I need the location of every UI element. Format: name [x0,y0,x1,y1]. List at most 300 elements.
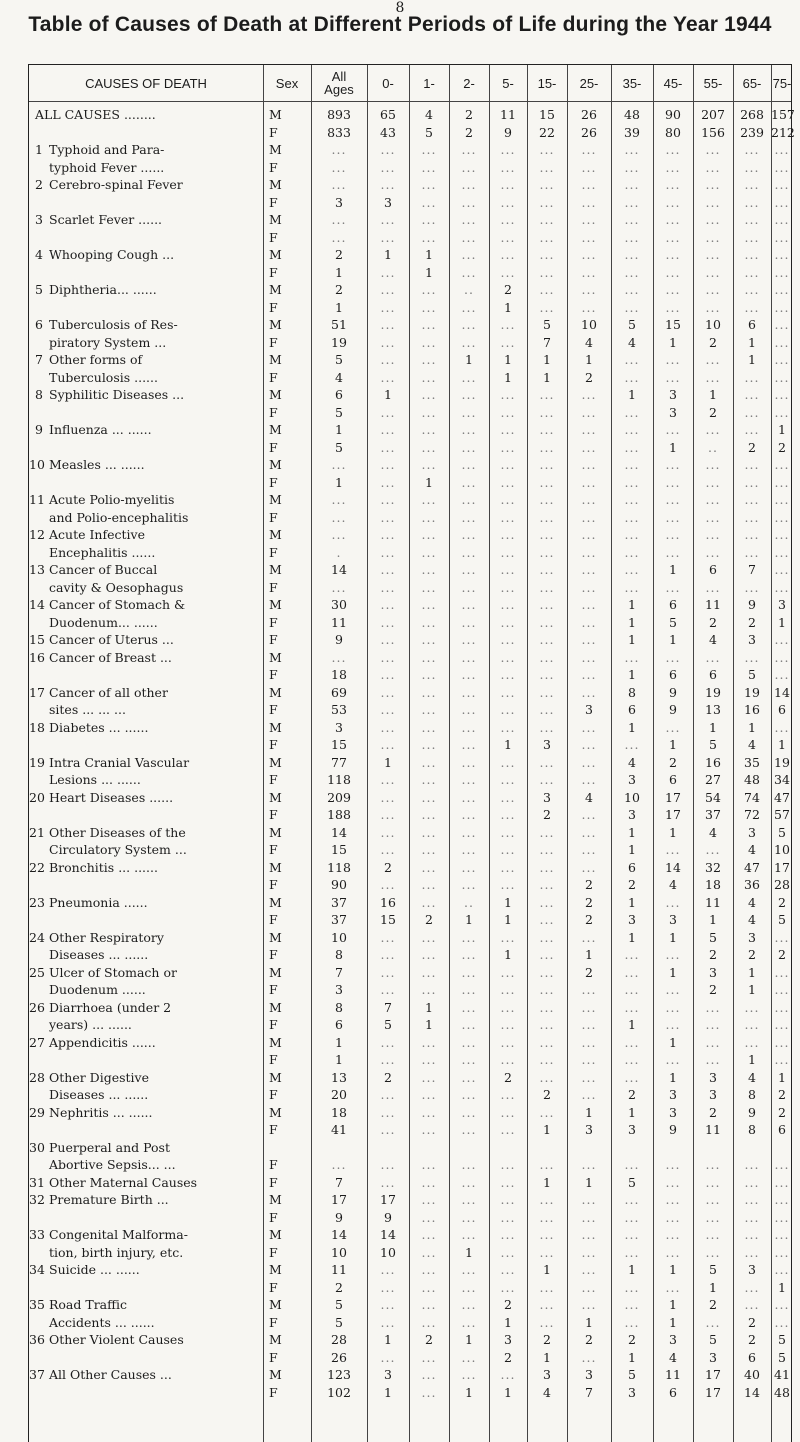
age-cell: ... [380,212,396,227]
age-cell: 9 [669,1122,677,1137]
age-cell: 5 [669,614,677,630]
age-cell: ... [744,509,760,525]
sex-cell: F [269,772,278,787]
age-cell: ... [461,1104,477,1120]
cause-label: Abortive Sepsis... ... [49,1157,176,1172]
table-row [29,1105,793,1121]
age-cell: ... [539,1034,555,1050]
age-cell: 5 [335,1314,343,1330]
age-cell: ... [744,142,760,157]
age-cell: ... [665,1052,681,1067]
table-row [29,317,793,333]
age-cell: ... [539,527,555,542]
age-cell: ... [774,1192,790,1207]
age-cell: ... [744,1279,760,1295]
cause-label: Other forms of [49,352,143,367]
age-cell: ... [774,527,790,542]
age-cell: ... [331,579,347,595]
age-cell: ... [744,544,760,560]
column-rule [311,65,312,1442]
age-cell: 5 [748,667,756,682]
table-row [29,475,793,491]
age-cell: 6 [335,1017,343,1032]
cause-label: Diabetes ... ...... [49,719,149,735]
age-cell: 10 [624,789,640,805]
age-cell: ... [744,1034,760,1050]
age-cell: ... [500,404,516,420]
age-cell: ... [380,684,396,700]
age-cell: ... [744,1157,760,1172]
age-cell: ... [774,194,790,210]
age-cell: 118 [327,859,351,875]
age-cell: 2 [585,912,593,927]
age-cell: ... [539,702,555,717]
age-cell: ... [581,597,597,612]
table-row [29,1035,793,1051]
age-cell: 1 [465,352,473,367]
cause-cell [29,177,263,193]
age-cell: 2 [335,282,343,297]
column-rule [771,65,772,1442]
age-cell: ... [581,562,597,577]
table-row [29,912,793,928]
age-cell: ... [461,1227,477,1242]
age-cell: ... [624,527,640,542]
age-cell: ... [461,1349,477,1365]
age-cell: ... [705,1174,721,1190]
age-cell: 8 [335,999,343,1015]
cause-label: years) ... ...... [49,1017,132,1032]
age-cell: ... [774,457,790,472]
age-cell: 9 [504,124,512,140]
table-row [29,352,793,368]
age-cell: ... [461,194,477,210]
sex-cell: F [269,1087,278,1102]
age-cell: ... [539,562,555,577]
sex-cell: M [269,684,282,700]
cause-number: 1 [35,142,43,157]
cause-label: All Other Causes ... [49,1367,172,1382]
age-cell: ... [705,492,721,507]
age-cell: 48 [774,1384,790,1400]
table-row [29,580,793,596]
table-row [29,1157,793,1173]
age-cell: ... [421,1367,437,1382]
age-cell: 9 [748,597,756,612]
sex-cell: F [269,229,278,245]
age-cell: ... [665,194,681,210]
age-cell: ... [380,807,396,822]
sex-cell: M [269,457,282,472]
age-cell: 2 [384,859,392,875]
age-cell: ... [744,159,760,175]
table-row [29,457,793,473]
age-cell: ... [581,194,597,210]
age-cell: 28 [774,877,790,892]
age-cell: 3 [709,1349,717,1365]
age-cell: 17 [331,1192,347,1207]
age-cell: ... [500,194,516,210]
age-cell: ... [500,212,516,227]
sex-cell: M [269,422,282,437]
age-cell: ... [624,1297,640,1312]
age-cell: ... [380,527,396,542]
age-cell: 1 [543,1174,551,1190]
age-cell: ... [539,894,555,910]
age-cell: 2 [778,439,786,455]
cause-number: 19 [29,754,45,770]
cause-number: 15 [29,632,45,647]
age-cell: ... [500,1192,516,1207]
table-row [29,177,793,193]
age-cell: 1 [465,1332,473,1347]
age-cell: ... [539,457,555,472]
age-cell: ... [500,1279,516,1295]
column-rule [449,65,450,1442]
age-cell: 1 [628,719,636,735]
age-cell: ... [380,282,396,297]
age-cell: ... [421,177,437,192]
cause-label: Cancer of Buccal [49,562,158,577]
age-cell: 1 [504,894,512,910]
age-cell: ... [539,194,555,210]
age-cell: ... [774,1244,790,1260]
age-cell: ... [774,649,790,665]
age-cell: 6 [669,667,677,682]
age-cell: ... [421,737,437,752]
age-cell: 1 [504,1384,512,1400]
age-cell: ... [500,422,516,437]
age-cell: ... [624,177,640,192]
age-cell: 17 [705,1367,721,1382]
cause-number: 6 [35,317,43,332]
cause-cell [29,580,263,596]
age-cell: ... [421,492,437,507]
age-cell: 4 [748,912,756,927]
age-cell: 5 [628,317,636,332]
age-cell: ... [461,1052,477,1067]
age-cell: 6 [709,667,717,682]
age-cell: 2 [628,877,636,892]
age-cell: ... [421,562,437,577]
table-row [29,405,793,421]
cause-cell [29,1262,263,1278]
age-cell: 1 [669,964,677,980]
age-cell: ... [461,212,477,227]
age-cell: 17 [774,859,790,875]
age-cell: 14 [331,562,347,577]
cause-cell [29,1192,263,1208]
age-cell: ... [581,1209,597,1225]
column-rule [527,65,528,1442]
age-cell: ... [380,719,396,735]
age-cell: ... [624,159,640,175]
age-cell: 2 [628,1332,636,1347]
age-cell: ... [774,492,790,507]
age-cell: ... [461,667,477,682]
cause-label: Appendicitis ...... [49,1034,156,1050]
cause-label: Nephritis ... ...... [49,1104,153,1120]
table-row [29,632,793,648]
age-cell: 1 [504,299,512,315]
sex-cell: M [269,859,282,875]
cause-cell [29,317,263,333]
age-cell: ... [461,264,477,280]
age-cell: ... [380,1349,396,1365]
age-cell: ... [665,1227,681,1242]
column-rule [611,65,612,1442]
age-cell: ... [581,282,597,297]
age-cell: 2 [709,1104,717,1120]
age-cell: ... [500,999,516,1015]
age-cell [611,1140,653,1156]
age-cell: 2 [384,1069,392,1085]
age-cell: 2 [778,1087,786,1102]
age-cell: ... [665,544,681,560]
age-cell: 212 [771,124,795,140]
cause-label: Other Diseases of the [49,824,186,840]
table-row [29,737,793,753]
age-cell: 1 [709,912,717,927]
age-cell: 3 [384,1367,392,1382]
age-cell: 27 [705,772,721,787]
age-cell: ... [380,509,396,525]
cause-cell [29,982,263,998]
age-cell: 3 [669,1087,677,1102]
age-cell: ... [421,754,437,770]
age-cell: ... [461,632,477,647]
age-cell: ... [581,579,597,595]
age-cell: 5 [709,1262,717,1277]
cause-cell [29,772,263,788]
cause-cell [29,1350,263,1366]
cause-cell [29,1332,263,1348]
age-cell: ... [331,492,347,507]
sex-cell: F [269,737,278,752]
age-cell: ... [539,212,555,227]
age-cell: ... [774,387,790,402]
cause-cell [29,510,263,526]
age-cell: 1 [628,929,636,945]
age-cell: ... [421,194,437,210]
sex-cell: F [269,1279,278,1295]
sex-cell: M [269,1104,282,1120]
age-cell: ... [774,264,790,280]
age-cell: 4 [628,754,636,770]
age-cell: ... [665,159,681,175]
table-row [29,860,793,876]
age-cell: ... [380,1262,396,1277]
cause-number: 9 [35,422,43,437]
age-cell: 2 [778,894,786,910]
cause-cell [29,632,263,648]
age-cell: 2 [543,807,551,822]
age-cell: 40 [744,1367,760,1382]
age-cell: ... [421,1314,437,1330]
table-row [29,230,793,246]
age-cell: ... [581,142,597,157]
cause-number: 29 [29,1104,45,1120]
age-cell: 2 [748,614,756,630]
age-cell: ... [705,999,721,1015]
age-cell: 1 [384,247,392,262]
age-cell: ... [500,667,516,682]
age-cell: 1 [384,754,392,770]
age-cell: ... [380,614,396,630]
age-cell: 11 [665,1367,681,1382]
age-cell: 2 [748,439,756,455]
age-cell: 833 [327,124,351,140]
age-cell: ... [539,422,555,437]
cause-number: 3 [35,212,43,227]
age-cell: ... [665,842,681,857]
age-cell: ... [500,579,516,595]
age-cell: ... [705,177,721,192]
age-cell: .. [464,282,474,297]
age-cell: ... [421,334,437,350]
age-cell: ... [380,1104,396,1120]
age-cell: ... [421,667,437,682]
cause-number: 16 [29,649,45,665]
table-row [29,720,793,736]
age-cell: ... [665,142,681,157]
cause-cell [29,1122,263,1138]
age-cell: ... [774,632,790,647]
age-cell: ... [744,282,760,297]
age-cell: ... [581,929,597,945]
age-cell: 2 [709,947,717,962]
age-cell: 19 [331,334,347,350]
age-cell: ... [461,1297,477,1312]
age-cell: 11 [705,1122,721,1137]
age-cell: ... [665,982,681,997]
age-cell: ... [581,684,597,700]
cause-number: 10 [29,457,45,472]
age-cell: 9 [669,684,677,700]
table-row [29,947,793,963]
age-cell: ... [774,1157,790,1172]
sex-cell: M [269,527,282,542]
cause-label: Measles ... ...... [49,457,145,472]
age-cell: ... [581,1034,597,1050]
age-cell: ... [705,509,721,525]
cause-cell [29,1227,263,1243]
age-cell: ... [539,439,555,455]
age-cell: ... [581,807,597,822]
age-cell: ... [581,1017,597,1032]
table-row [29,755,793,771]
cause-label: Cancer of Uterus ... [49,632,174,647]
age-cell: 6 [748,1349,756,1365]
cause-label: Tuberculosis of Res- [49,317,178,332]
age-cell: ... [624,492,640,507]
age-cell: ... [581,649,597,665]
table-row [29,930,793,946]
cause-label: Typhoid and Para- [49,142,165,157]
age-cell: ... [421,929,437,945]
age-cell: ... [774,404,790,420]
age-cell: ... [380,789,396,805]
age-cell: 1 [425,264,433,280]
sex-cell: F [269,474,278,490]
cause-label: and Polio-encephalitis [49,509,189,525]
age-cell: ... [421,772,437,787]
age-cell: ... [705,352,721,367]
age-cell: 1 [778,1069,786,1085]
header-age-3: 2- [463,75,475,91]
age-cell: ... [500,1052,516,1067]
cause-label: Diphtheria... ...... [49,282,157,297]
age-cell: 39 [624,124,640,140]
cause-label: Accidents ... ...... [49,1314,155,1330]
age-cell: ... [624,1157,640,1172]
age-cell: 7 [335,964,343,980]
age-cell: 1 [709,387,717,402]
age-cell: 3 [709,1069,717,1085]
table-row [29,1385,793,1401]
age-cell: ... [461,1262,477,1277]
age-cell: 28 [331,1332,347,1347]
age-cell: ... [624,422,640,437]
sex-cell: M [269,1297,282,1312]
age-cell: 77 [331,754,347,770]
age-cell: 1 [669,439,677,455]
age-cell: ... [500,229,516,245]
age-cell: 4 [748,737,756,752]
cause-cell [29,230,263,246]
age-cell: 8 [335,947,343,962]
table-row [29,212,793,228]
age-cell: ... [624,579,640,595]
age-cell: 15 [331,737,347,752]
age-cell: ... [461,474,477,490]
age-cell: ... [500,754,516,770]
age-cell: 3 [709,1087,717,1102]
age-cell: 14 [380,1227,396,1242]
sex-cell: F [269,1349,278,1365]
age-cell: ... [665,719,681,735]
age-cell: 3 [543,737,551,752]
age-cell: 1 [748,719,756,735]
table-row [29,790,793,806]
age-cell: ... [461,387,477,402]
age-cell: ... [539,1069,555,1085]
age-cell: ... [581,404,597,420]
cause-label: piratory System ... [49,334,167,350]
table-row [29,387,793,403]
sex-cell: F [269,439,278,455]
age-cell: ... [665,527,681,542]
age-cell: ... [705,247,721,262]
age-cell: ... [380,439,396,455]
age-cell: 5 [778,824,786,840]
age-cell: ... [461,1314,477,1330]
age-cell: 11 [705,597,721,612]
age-cell [733,1140,771,1156]
age-cell: ... [500,702,516,717]
age-cell: 51 [331,317,347,332]
age-cell: ... [380,929,396,945]
age-cell: ... [705,369,721,385]
sex-cell: M [269,719,282,735]
cause-cell [29,212,263,228]
age-cell: ... [705,1052,721,1067]
age-cell: 2 [709,982,717,997]
table-row [29,1017,793,1033]
age-cell: 3 [585,702,593,717]
table-row [29,492,793,508]
cause-cell [29,282,263,298]
